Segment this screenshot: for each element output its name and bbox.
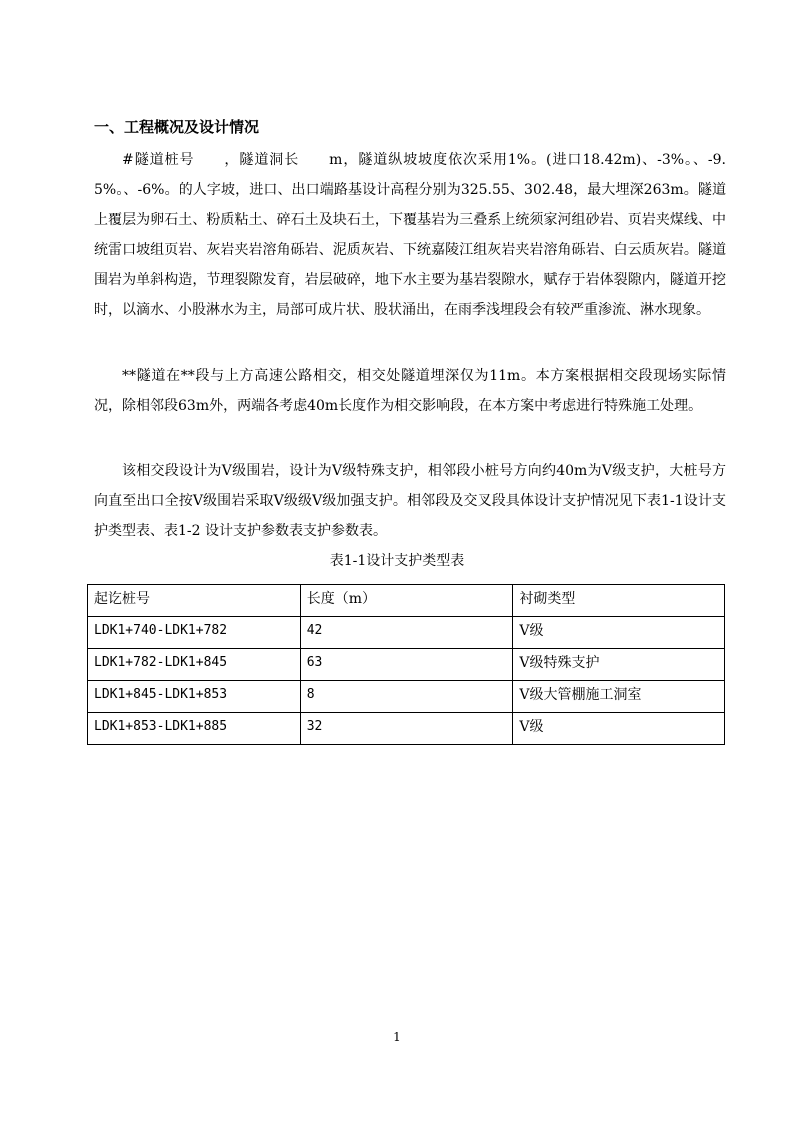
paragraph-1-block [94,145,726,325]
table-row [88,617,725,649]
table-cell-lining: Ⅴ级特殊支护 [513,649,725,681]
table-header-cell: 长度（m） [300,585,513,617]
paragraph-3-block [94,456,726,546]
table-header-cell: 起讫桩号 [88,585,301,617]
table-cell-lining: Ⅴ级 [513,617,725,649]
page-number: 1 [393,1030,401,1044]
table-cell-station: LDK1+782-LDK1+845 [88,649,301,681]
table-cell-station: LDK1+845-LDK1+853 [88,681,301,713]
table-cell-length: 32 [300,713,513,745]
section-heading: 一、工程概况及设计情况 [94,118,260,136]
table-row [88,681,725,713]
table-header-cell: 衬砌类型 [513,585,725,617]
table-caption: 表1-1设计支护类型表 [329,553,465,569]
paragraph-2: **隧道在**段与上方高速公路相交，相交处隧道埋深仅为11m。本方案根据相交段现场实际情况，除相邻段63m外，两端各考虑40m长度作为相交影响段，在本方案中考虑进行特殊施工处理。 [94,368,726,414]
table-cell-lining: Ⅴ级大管棚施工洞室 [513,681,725,713]
table-cell-station: LDK1+740-LDK1+782 [88,617,301,649]
table-cell-station: LDK1+853-LDK1+885 [88,713,301,745]
support-type-table [87,584,725,745]
table-header-row [88,585,725,617]
table-cell-length: 42 [300,617,513,649]
table-cell-length: 63 [300,649,513,681]
table-cell-length: 8 [300,681,513,713]
table-cell-lining: Ⅴ级 [513,713,725,745]
paragraph-1: #隧道桩号 ，隧道洞长 m，隧道纵坡坡度依次采用1%。(进口18.42m)、-3%。、-9.5%。、-6%。的人字坡，进口、出口端路基设计高程分别为325.55、302.48，最大埋深263m。隧道上覆层为卵石土、粉质粘土、碎石土及块石土，下覆基岩为三叠系上统须家河组砂岩、页岩夹煤线、中统雷口坡组页岩、灰岩夹岩溶角砾岩、泥质灰岩、下统嘉陵江组灰岩夹岩溶角砾岩、白云质灰岩。隧道围岩为单斜构造，节理裂隙发育，岩层破碎，地下水主要为基岩裂隙水，赋存于岩体裂隙内，隧道开挖时，以滴水、小股淋水为主，局部可成片状、股状涌出，在雨季浅埋段会有较严重渗流、淋水现象。 [94,152,726,318]
paragraph-2-block [94,361,726,421]
paragraph-3: 该相交段设计为Ⅴ级围岩，设计为Ⅴ级特殊支护，相邻段小桩号方向约40m为Ⅴ级支护，大桩号方向直至出口全按Ⅴ级围岩采取Ⅴ级级Ⅴ级加强支护。相邻段及交叉段具体设计支护情况见下表1-1设计支护类型表、表1-2 设计支护参数表支护参数表。 [94,463,726,539]
table-row [88,649,725,681]
table-row [88,713,725,745]
